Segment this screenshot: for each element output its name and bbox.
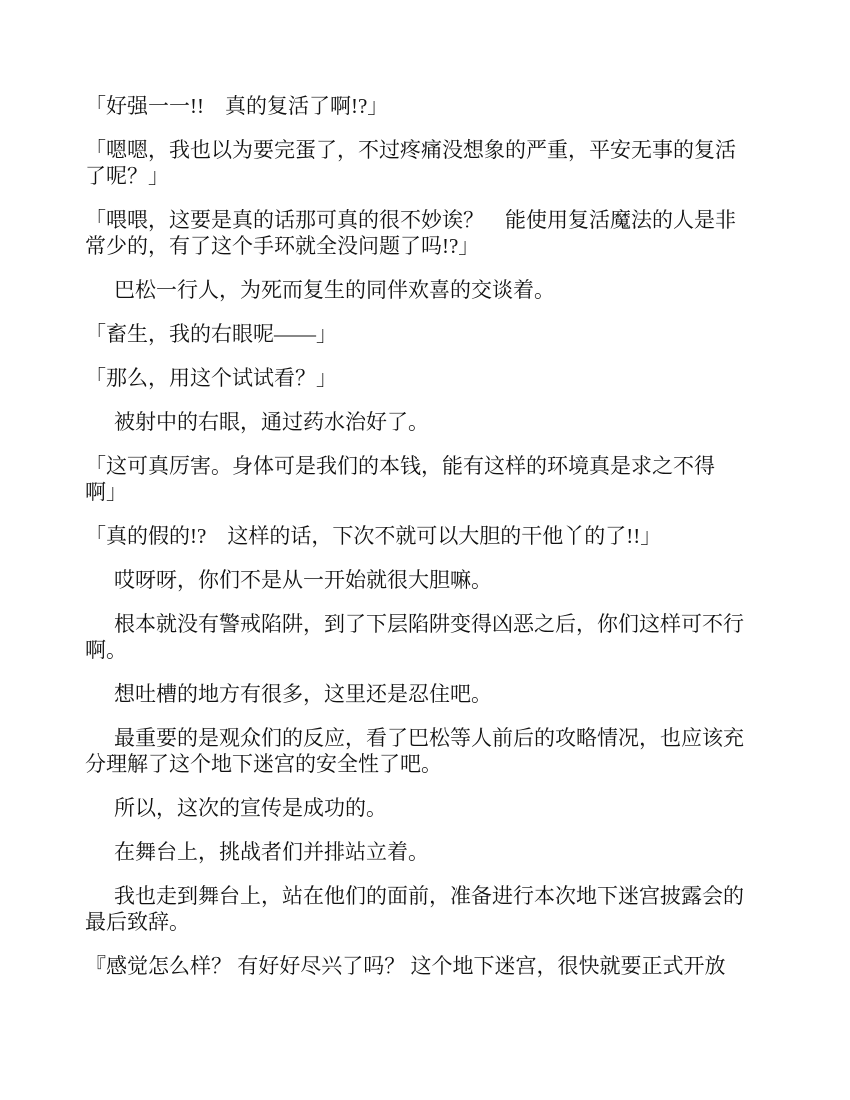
paragraph-9: 「真的假的!? 这样的话，下次不就可以大胆的干他丫的了!!」 bbox=[85, 524, 662, 548]
paragraph-12: 想吐槽的地方有很多，这里还是忍住吧。 bbox=[114, 682, 492, 706]
paragraph-16: 我也走到舞台上，站在他们的面前，准备进行本次地下迷宫披露会的最后致辞。 bbox=[85, 884, 744, 934]
paragraph-8: 「这可真厉害。身体可是我们的本钱，能有这样的环境真是求之不得啊」 bbox=[85, 454, 715, 504]
paragraph-1: 「好强一一!! 真的复活了啊!?」 bbox=[85, 94, 389, 118]
paragraph-3: 「喂喂，这要是真的话那可真的很不妙诶？ 能使用复活魔法的人是非常少的，有了这个手环就全没问题了吗!?」 bbox=[85, 208, 736, 258]
paragraph-4: 巴松一行人，为死而复生的同伴欢喜的交谈着。 bbox=[114, 278, 555, 302]
paragraph-10: 哎呀呀，你们不是从一开始就很大胆嘛。 bbox=[114, 568, 492, 592]
paragraph-7: 被射中的右眼，通过药水治好了。 bbox=[114, 410, 429, 434]
paragraph-13: 最重要的是观众们的反应，看了巴松等人前后的攻略情况，也应该充分理解了这个地下迷宫的安全性了吧。 bbox=[85, 726, 744, 776]
paragraph-6: 「那么，用这个试试看？」 bbox=[85, 366, 337, 390]
paragraph-14: 所以，这次的宣传是成功的。 bbox=[114, 796, 387, 820]
paragraph-15: 在舞台上，挑战者们并排站立着。 bbox=[114, 840, 429, 864]
paragraph-2: 「嗯嗯，我也以为要完蛋了，不过疼痛没想象的严重，平安无事的复活了呢？」 bbox=[85, 138, 736, 188]
paragraph-5: 「畜生，我的右眼呢——」 bbox=[85, 322, 337, 346]
paragraph-17: 『感觉怎么样？ 有好好尽兴了吗？ 这个地下迷宫，很快就要正式开放 bbox=[85, 954, 726, 978]
paragraph-11: 根本就没有警戒陷阱，到了下层陷阱变得凶恶之后，你们这样可不行啊。 bbox=[85, 612, 744, 662]
